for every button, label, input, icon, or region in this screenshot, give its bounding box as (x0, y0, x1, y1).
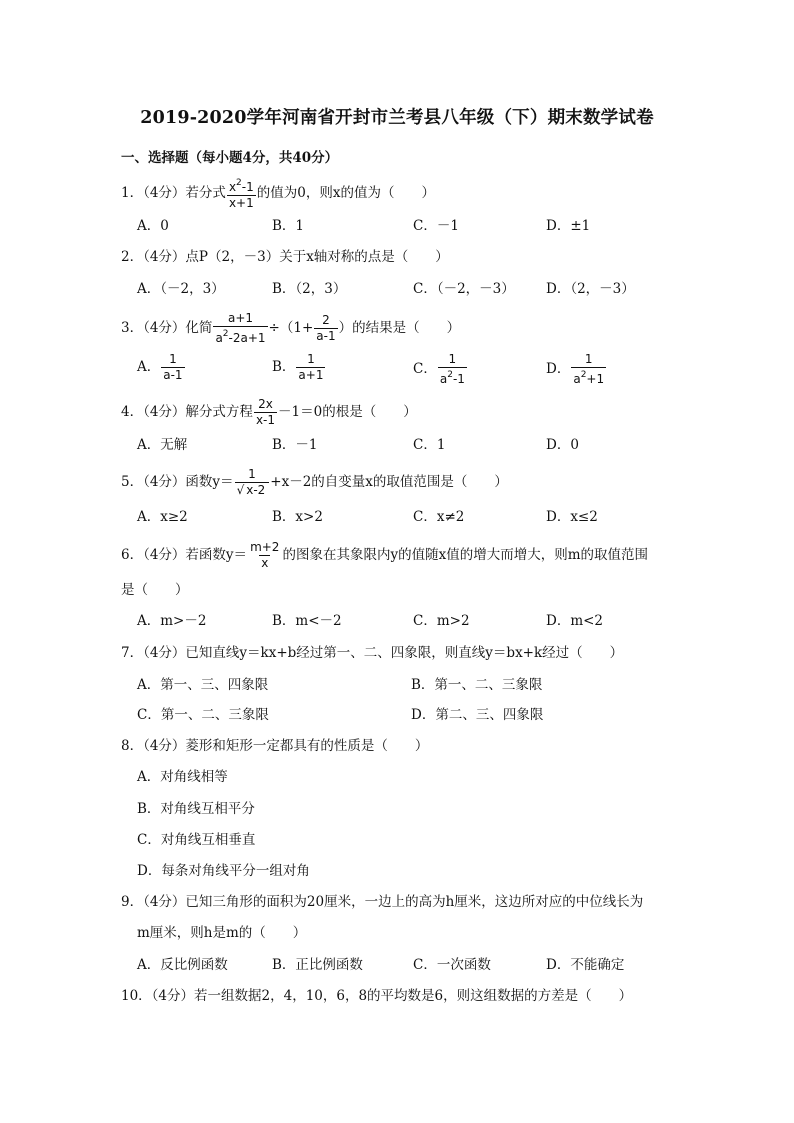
q5-option-c: C．x≠2 (413, 509, 465, 525)
q2-option-b: B．（2，3） (272, 281, 347, 297)
exponent: 2 (236, 178, 242, 188)
fraction-num: x (228, 180, 237, 194)
fraction-num: 1 (248, 467, 256, 481)
fraction-den: a (439, 372, 448, 386)
question-3-text-c: ）的结果是（ ） (338, 320, 461, 336)
question-2: 2．（4分）点P（2，－3）关于x轴对称的点是（ ） (121, 249, 449, 265)
question-9-continued: m厘米，则h是m的（ ） (137, 925, 307, 941)
fraction-den: a (215, 331, 223, 345)
question-3-text-b: ÷（1+ (268, 320, 314, 336)
question-6 (121, 540, 648, 571)
fraction (213, 311, 267, 346)
option-letter: C． (413, 361, 437, 377)
q7-option-c: C．第一、二、三象限 (137, 707, 269, 723)
q3-option-d (546, 352, 607, 387)
q6-option-c: C．m>2 (413, 613, 470, 629)
q7-option-a: A．第一、三、四象限 (137, 677, 269, 693)
q5-option-b: B．x>2 (272, 509, 323, 525)
q7-option-d: D．第二、三、四象限 (411, 707, 544, 723)
fraction-num: m+2 (250, 540, 280, 554)
fraction (254, 397, 277, 428)
fraction-den-tail: +1 (586, 372, 605, 386)
q1-option-a: A．0 (137, 218, 169, 234)
fraction (161, 352, 184, 383)
q8-option-b: B．对角线互相平分 (137, 801, 255, 817)
q2-option-c: C．（－2，－3） (413, 281, 515, 297)
option-letter: B． (272, 359, 296, 375)
fraction-den: a-1 (316, 329, 336, 343)
fraction-num: 1 (448, 352, 457, 366)
question-4 (121, 397, 417, 428)
question-1-text-b: 的值为0，则x的值为（ ） (256, 185, 435, 201)
q3-option-b (272, 352, 326, 383)
sqrt-sign: √ x-2 (236, 483, 266, 497)
fraction-num: 2x (258, 397, 273, 411)
q4-option-b: B．－1 (272, 437, 318, 453)
q3-option-a (137, 352, 186, 383)
q1-option-d: D．±1 (546, 218, 591, 234)
exponent: 2 (447, 370, 453, 380)
fraction (438, 352, 467, 387)
question-1 (121, 176, 435, 211)
q7-option-b: B．第一、二、三象限 (411, 677, 543, 693)
fraction-num: a+1 (227, 311, 254, 325)
q9-option-b: B．正比例函数 (272, 957, 363, 973)
question-10: 10．（4分）若一组数据2，4，10，6，8的平均数是6，则这组数据的方差是（ ） (121, 988, 633, 1004)
option-letter: A． (137, 359, 161, 375)
fraction-num: 1 (307, 352, 315, 366)
question-5 (121, 467, 508, 498)
option-letter: D． (546, 361, 571, 377)
fraction-den: x+1 (228, 196, 254, 210)
question-3 (121, 311, 460, 346)
fraction (296, 352, 325, 383)
fraction-den: x (261, 556, 269, 570)
q4-option-d: D．0 (546, 437, 579, 453)
q5-option-d: D．x≤2 (546, 509, 598, 525)
question-8: 8．（4分）菱形和矩形一定都具有的性质是（ ） (121, 738, 429, 754)
question-6-text-a: 6．（4分）若函数y＝ (121, 547, 248, 563)
q1-option-b: B．1 (272, 218, 305, 234)
q3-option-c (413, 352, 468, 387)
fraction (248, 540, 281, 571)
q4-option-c: C．1 (413, 437, 446, 453)
q8-option-c: C．对角线互相垂直 (137, 832, 256, 848)
radicand: x-2 (246, 483, 266, 497)
question-1-text-a: 1．（4分）若分式 (121, 185, 226, 201)
q2-option-a: A．（－2，3） (137, 281, 225, 297)
q8-option-d: D．每条对角线平分一组对角 (137, 863, 310, 879)
question-5-text-b: +x－2的自变量x的取值范围是（ ） (270, 474, 508, 490)
q9-option-d: D．不能确定 (546, 957, 625, 973)
fraction-den-tail: -1 (452, 372, 465, 386)
q6-option-a: A．m>－2 (137, 613, 207, 629)
q5-option-a: A．x≥2 (137, 509, 188, 525)
question-9: 9．（4分）已知三角形的面积为20厘米，一边上的高为h厘米，这边所对应的中位线长为 (121, 894, 644, 910)
q8-option-a: A．对角线相等 (137, 769, 228, 785)
question-7: 7．（4分）已知直线y＝kx+b经过第一、二、四象限，则直线y＝bx+k经过（ ） (121, 645, 624, 661)
fraction (227, 176, 256, 211)
fraction-den: a (573, 372, 581, 386)
fraction-den-tail: -2a+1 (228, 331, 266, 345)
section-heading: 一、选择题（每小题4分，共40分） (121, 150, 339, 166)
fraction-den: a-1 (163, 368, 183, 382)
fraction-num: 1 (584, 352, 593, 366)
q9-option-c: C．一次函数 (413, 957, 491, 973)
fraction (571, 352, 606, 387)
question-6-text-b: 的图象在其象限内y的值随x值的增大而增大，则m的取值范围 (282, 547, 648, 563)
fraction (314, 313, 337, 344)
exponent: 2 (580, 370, 587, 380)
question-3-text-a: 3．（4分）化简 (121, 320, 213, 336)
q1-option-c: C．－1 (413, 218, 459, 234)
fraction-num: 1 (169, 352, 177, 366)
q6-option-b: B．m<－2 (272, 613, 342, 629)
q2-option-d: D．（2，－3） (546, 281, 635, 297)
q4-option-a: A．无解 (137, 437, 188, 453)
question-5-text-a: 5．（4分）函数y＝ (121, 474, 234, 490)
fraction-num-tail: -1 (241, 180, 254, 194)
fraction-den: a+1 (298, 368, 324, 382)
question-4-text-b: －1＝0的根是（ ） (278, 404, 417, 420)
fraction-num: 2 (322, 313, 330, 327)
question-4-text-a: 4．（4分）解分式方程 (121, 404, 253, 420)
fraction (235, 467, 270, 498)
q6-option-d: D．m<2 (546, 613, 604, 629)
q9-option-a: A．反比例函数 (137, 957, 228, 973)
question-6-continued: 是（ ） (121, 582, 189, 598)
page-title: 2019-2020学年河南省开封市兰考县八年级（下）期末数学试卷 (140, 108, 654, 128)
exponent: 2 (222, 329, 229, 339)
fraction-den: x-1 (255, 413, 276, 427)
